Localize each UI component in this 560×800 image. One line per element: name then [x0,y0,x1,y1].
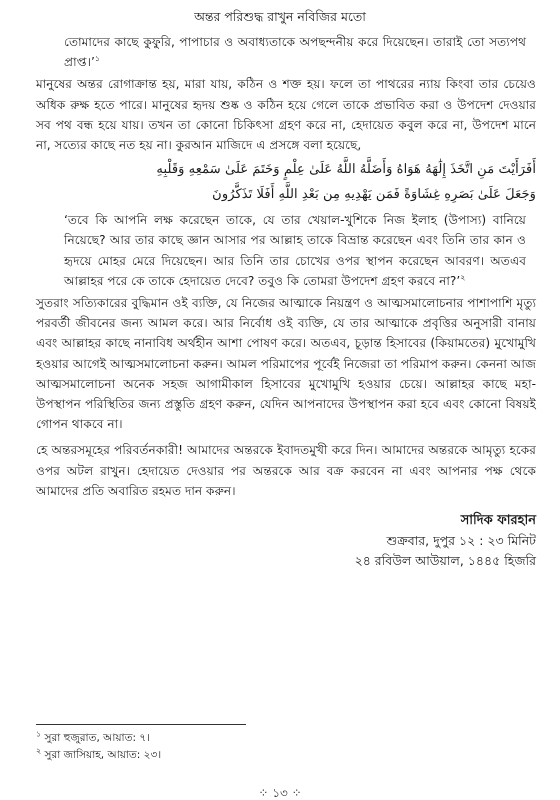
signature-block [36,511,536,571]
page-ornament-left-icon: ⁘ [258,786,269,800]
footnote-ref-1[interactable]: ১ [94,54,101,64]
paragraph-3-supplication: হে অন্তরসমূহের পরিবর্তনকারী! আমাদের অন্তরকে ইবাদতমুখী করে দিন। আমাদের অন্তরকে আমৃত্যু হকের ওপর অটল রাখুন। হেদায়েত দেওয়ার পর অন্তরকে আর বক্র করবেন না এবং আপনার পক্ষ থেকে আমাদের প্রতি অবারিত রহমত দান করুন। [36,443,536,498]
paragraph-1: মানুষের অন্তর রোগাক্রান্ত হয়, মারা যায়, কঠিন ও শক্ত হয়। ফলে তা পাথরের ন্যায় কিংবা তার চেয়েও অধিক রুক্ষ হতে পারে। মানুষের হৃদয় শুষ্ক ও কঠিন হয়ে গেলে তাকে প্রভাবিত করা ও উপদেশ দেওয়ার সব পথ বন্ধ হয়ে যায়। তখন তা কোনো চিকিৎসা গ্রহণ করে না, হেদায়েত কবুল করে না, উপদেশ মানে না, সত্যের কাছে নত হয় না। কুরআন মাজিদে এ প্রসঙ্গে বলা হয়েছে, [36,77,536,153]
footnote-2-text: সুরা জাসিয়াহ, আয়াত: ২৩। [44,749,162,761]
footnote-1 [36,730,436,747]
footnote-1-number: ১ [36,729,42,739]
arabic-verse-line-2: وَجَعَلَ عَلَىٰ بَصَرِهِ غِشَاوَةً فَمَن يَهْدِيهِ مِن بَعْدِ اللَّهِ أَفَلَا تَذَكَّرُونَ [212,187,536,203]
signature-time: শুক্রবার, দুপুর ১২ : ২৩ মিনিট [386,533,536,549]
signature-date: ২৪ রবিউল আউয়াল, ১৪৪৫ হিজরি [354,553,536,569]
quote-1-text: তোমাদের কাছে কুফুরি, পাপাচার ও অবাধ্যতাকে অপছন্দনীয় করে দিয়েছেন। তারাই তো সত্যপথ প্রাপ্ত।’ [64,35,526,70]
footnote-2-number: ২ [36,746,42,756]
arabic-verse [36,157,536,207]
page-ornament-right-icon: ⁘ [291,786,302,800]
footnote-divider [36,724,246,725]
footnote-2 [36,747,436,764]
paragraph-2: সুতরাং সত্যিকারের বুদ্ধিমান ওই ব্যক্তি, যে নিজের আত্মাকে নিয়ন্ত্রণ ও আত্মসমালোচনার পাশাপাশি মৃত্যু পরবর্তী জীবনের জন্য আমল করে। আর নির্বোধ ওই ব্যক্তি, যে তার আত্মাকে প্রবৃত্তির অনুসারী বানায় এবং আল্লাহর কাছে নানাবিধ অর্থহীন আশা পোষণ করে। অতএব, চূড়ান্ত হিসাবের (কিয়ামতের) মুখোমুখি হওয়ার আগেই আত্মসমালোচনা করুন। আমল পরিমাপের পূর্বেই নিজেরা তা পরিমাপ করুন। কেননা আজ আত্মসমালোচনা অনেক সহজ আগামীকাল হিসাবের মুখোমুখি হওয়ার চেয়ে। আল্লাহর কাছে মহা-উপস্থাপন পরিস্থিতির জন্য প্রস্তুতি গ্রহণ করুন, যেদিন আপনাদের উপস্থাপন করা হবে এবং কোনো বিষয়ই গোপন থাকবে না। [36,296,536,432]
quran-translation-quote-1 [36,32,536,72]
author-name: সাদিক ফারহান [460,513,536,529]
footnotes [36,730,436,764]
page-number [0,786,560,800]
arabic-verse-line-1: أَفَرَأَيْتَ مَنِ اتَّخَذَ إِلَٰهَهُ هَوَاهُ وَأَضَلَّهُ اللَّهُ عَلَىٰ عِلْمٍ وَخَتَمَ عَلَىٰ سَمْعِهِ وَقَلْبِهِ [156,162,536,178]
footnote-ref-2[interactable]: ২ [460,272,466,282]
page-number-value: ১৩ [272,786,288,800]
footnote-1-text: সুরা হুজুরাত, আয়াত: ৭। [44,732,150,744]
quote-2-text: ‘তবে কি আপনি লক্ষ করেছেন তাকে, যে তার খেয়াল-খুশিকে নিজ ইলাহ (উপাস্য) বানিয়ে নিয়েছে? আর তার কাছে জ্ঞান আসার পর আল্লাহ তাকে বিভ্রান্ত করেছেন এবং তিনি তার কান ও হৃদয়ে মোহর মেরে দিয়েছেন। আর তিনি তার চোখের ওপর স্থাপন করেছেন আবরণ। অতএব আল্লাহর পরে কে তাকে হেদায়েত দেবে? তবুও কি তোমরা উপদেশ গ্রহণ করবে না?’ [64,213,526,288]
quran-translation-quote-2 [36,210,536,291]
main-text [36,32,536,571]
running-header: অন্তর পরিশুদ্ধ রাখুন নবিজির মতো [194,9,366,24]
